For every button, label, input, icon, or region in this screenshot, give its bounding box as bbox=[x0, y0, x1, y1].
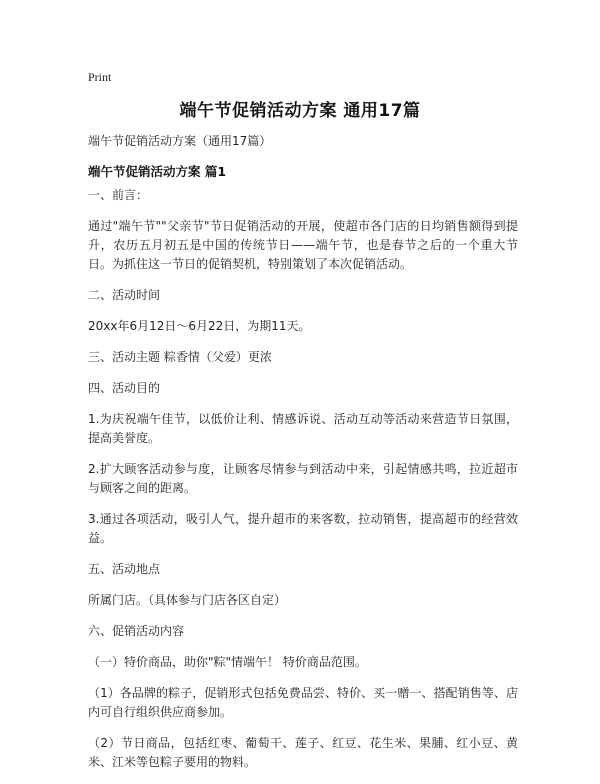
document-body bbox=[88, 186, 518, 784]
print-link[interactable]: Print bbox=[88, 70, 112, 84]
section-heading: 端午节促销活动方案 篇1 bbox=[88, 164, 227, 179]
paragraph-activity-time: 20xx年6月12日～6月22日，为期11天。 bbox=[88, 319, 311, 333]
paragraph-promo-intro: （一）特价商品，助你"粽"情端午！ 特价商品范围。 bbox=[88, 655, 367, 669]
paragraph-goal-3: 3.通过各项活动，吸引人气，提升超市的来客数，拉动销售，提高超市的经营效益。 bbox=[88, 512, 518, 545]
paragraph-promo-1: （1）各品牌的粽子，促销形式包括免费品尝、特价、买一赠一、搭配销售等、店内可自行组织供应商参加。 bbox=[88, 686, 518, 719]
heading-preface: 一、前言： bbox=[88, 188, 149, 202]
heading-activity-time: 二、活动时间 bbox=[88, 288, 161, 302]
heading-activity-theme: 三、活动主题 粽香情（父爱）更浓 bbox=[88, 350, 272, 364]
document-subtitle: 端午节促销活动方案（通用17篇） bbox=[88, 134, 272, 148]
document-title: 端午节促销活动方案 通用17篇 bbox=[179, 101, 421, 121]
heading-activity-location: 五、活动地点 bbox=[88, 562, 161, 576]
heading-activity-goal: 四、活动目的 bbox=[88, 381, 161, 395]
paragraph-goal-1: 1.为庆祝端午佳节，以低价让利、情感诉说、活动互动等活动来营造节日氛围，提高美誉度。 bbox=[88, 412, 518, 445]
paragraph-promo-2: （2）节日商品，包括红枣、葡萄干、莲子、红豆、花生米、果脯、红小豆、黄米、江米等包粽子要用的物料。 bbox=[88, 736, 518, 769]
paragraph-goal-2: 2.扩大顾客活动参与度，让顾客尽情参与到活动中来，引起情感共鸣，拉近超市与顾客之间的距离。 bbox=[88, 462, 518, 495]
heading-promo-content: 六、促销活动内容 bbox=[88, 624, 185, 638]
paragraph-location: 所属门店。（具体参与门店各区自定） bbox=[88, 593, 287, 607]
paragraph-preface: 通过"端午节""父亲节"节日促销活动的开展，使超市各门店的日均销售额得到提升，农历五月初五是中国的传统节日——端午节，也是春节之后的一个重大节日。为抓住这一节日的促销契机，特别策划了本次促销活动。 bbox=[88, 219, 518, 271]
